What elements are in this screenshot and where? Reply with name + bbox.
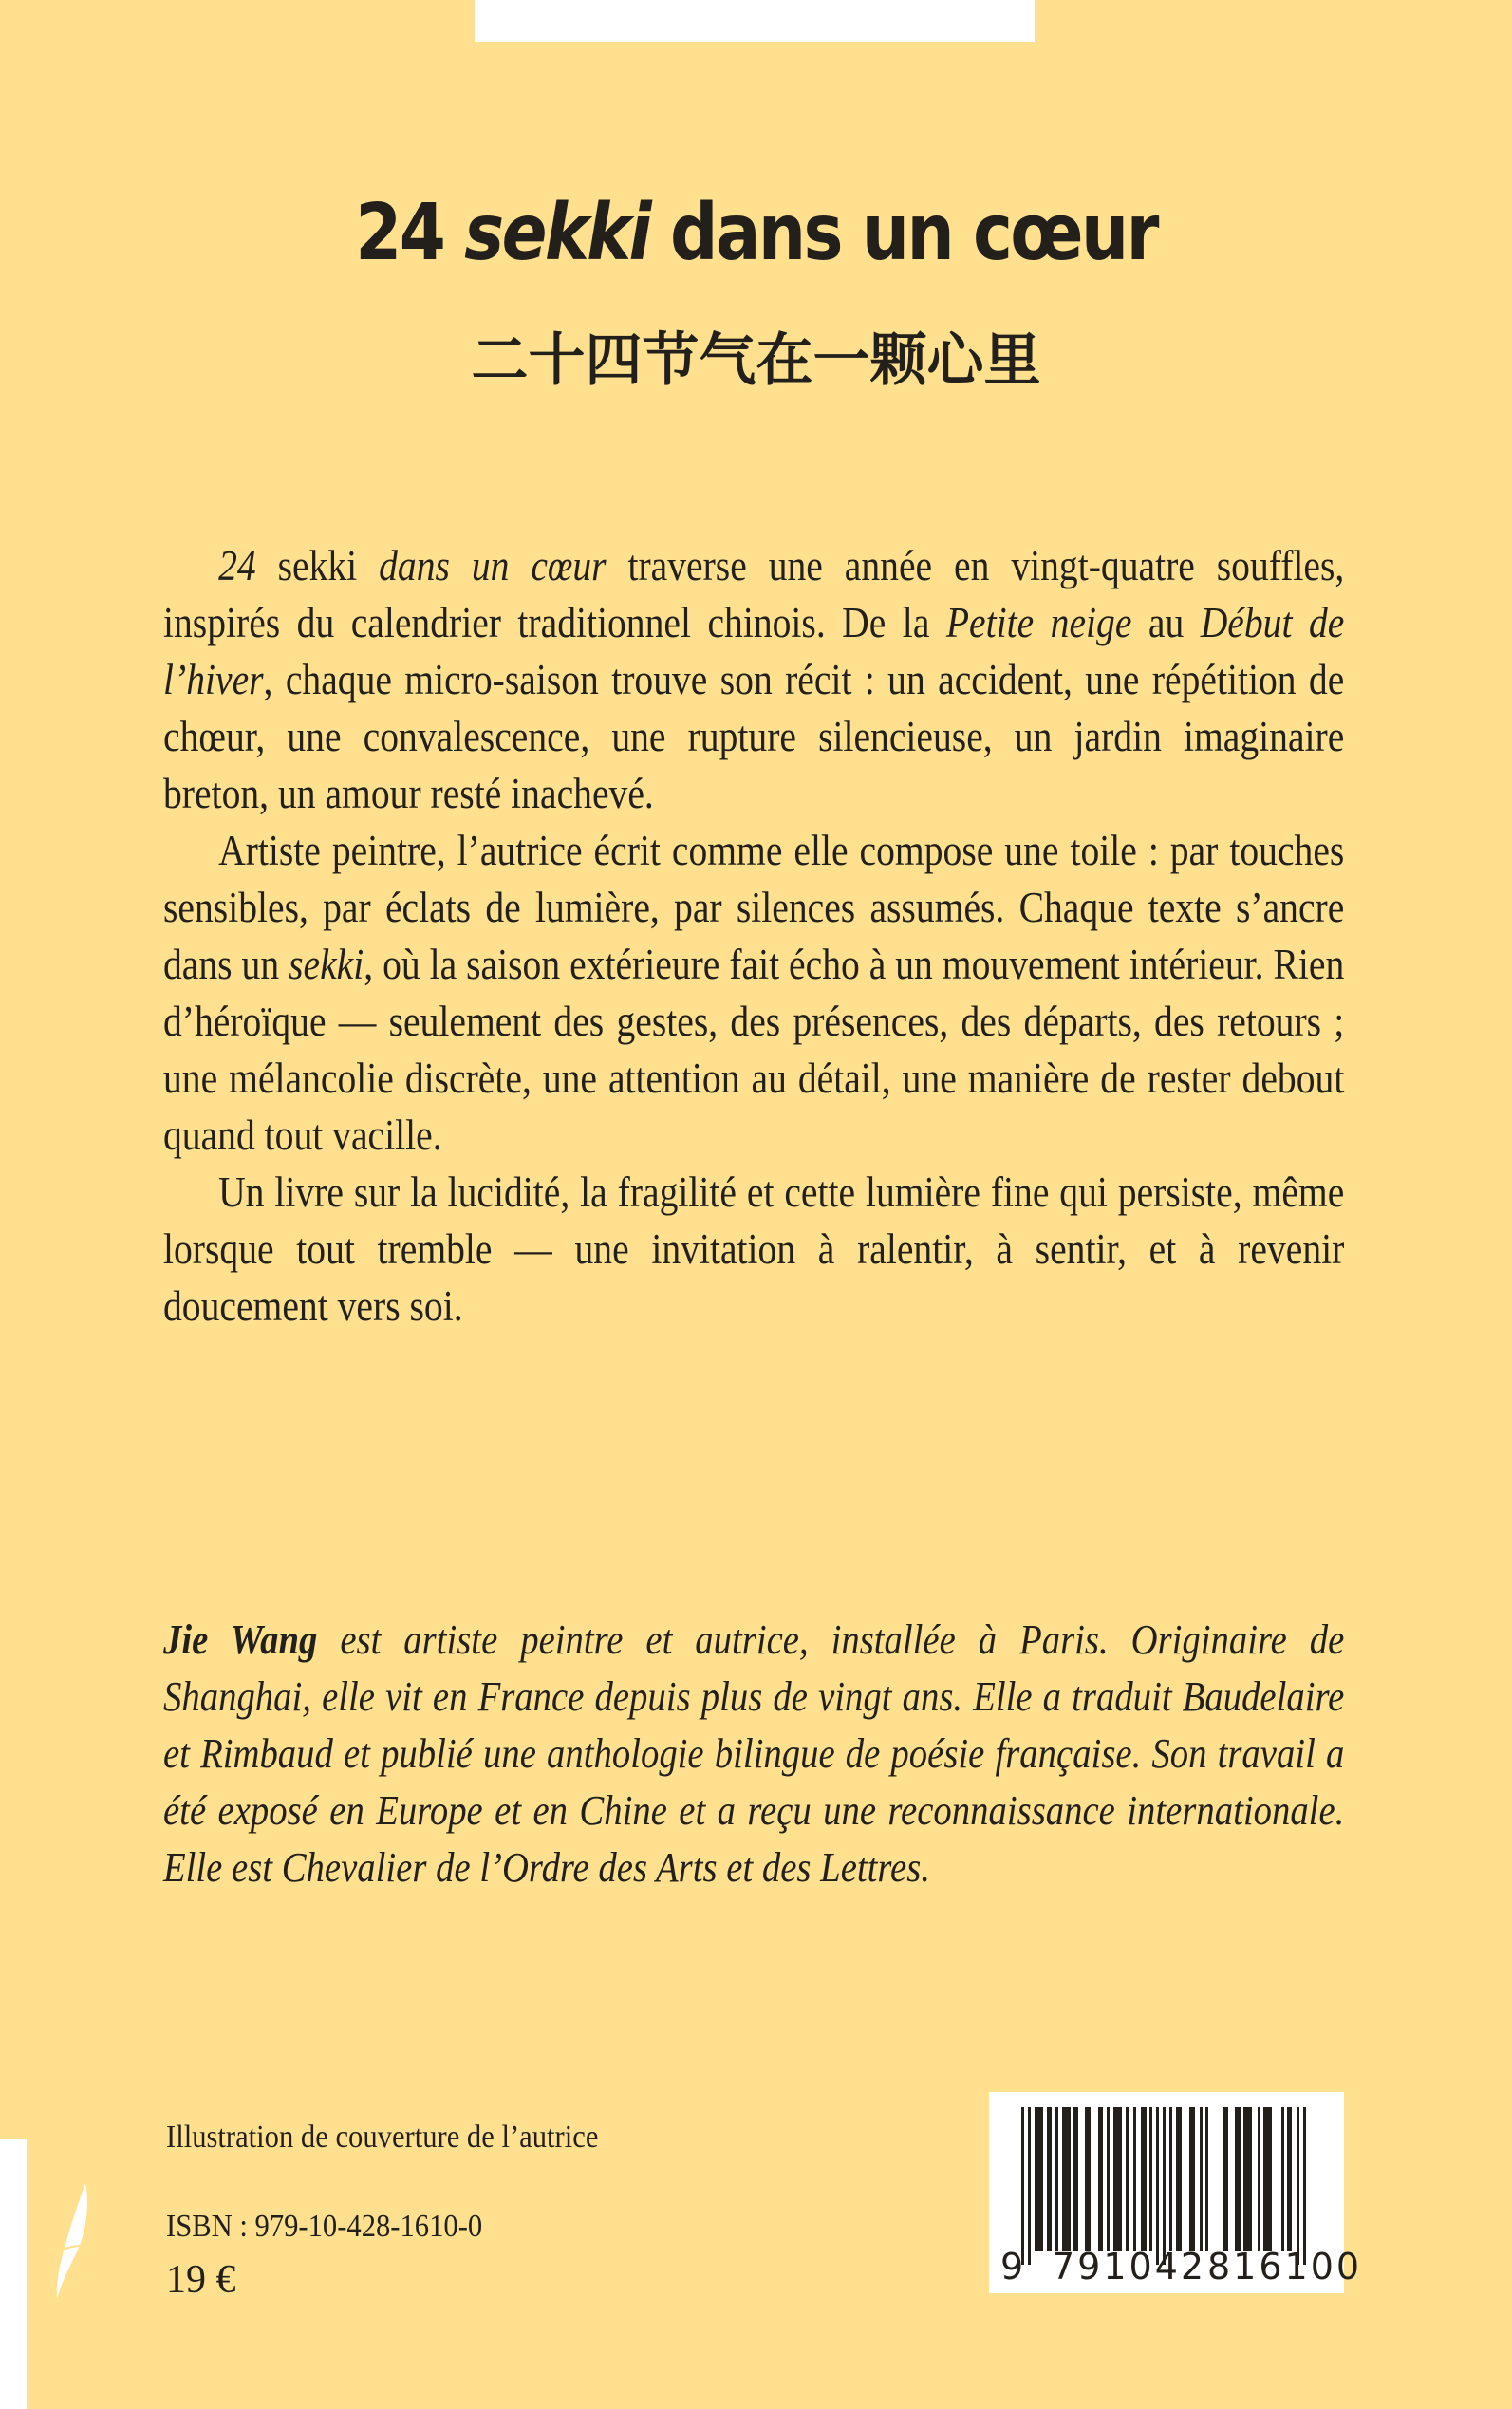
blurb-segment: Un livre sur la lucidité, la fragilité et cette lumière fine qui persiste, même lorsque tout tremble — une invitation à ralentir, à sentir, et à revenir doucement vers soi.	[163, 1168, 1345, 1330]
blurb-segment: Début de l’hiver	[163, 599, 1345, 703]
blurb-segment: Artiste peintre, l’autrice écrit comme elle compose une toile : par touches sensibles, par éclats de lumière, par silences assumés. Chaque texte s’ancre dans un	[163, 827, 1345, 988]
author-bio	[163, 1612, 1344, 1896]
barcode-digit-first: 9	[1000, 2246, 1024, 2288]
isbn-barcode	[989, 2092, 1363, 2293]
illustration-credit: Illustration de couverture de l’autrice	[166, 2120, 599, 2155]
blurb-paragraph-3	[163, 1164, 1344, 1335]
title-part-3: dans un cœur	[649, 188, 1157, 278]
chinese-subtitle: 二十四节气在一颗心里	[471, 327, 1041, 394]
left-white-strip	[0, 2139, 27, 2409]
top-white-tab	[475, 0, 1035, 42]
blurb-segment: 24	[218, 542, 256, 589]
blurb-segment: au	[1131, 599, 1201, 646]
blurb-paragraph-2	[163, 822, 1344, 1164]
title-part-2-italic: sekki	[464, 188, 650, 278]
blurb-segment: Petite neige	[945, 599, 1132, 646]
book-title	[106, 186, 1407, 281]
title-part-1: 24	[355, 188, 465, 278]
barcode-digits-left: 791042	[1052, 2246, 1207, 2288]
author-bio-paragraph	[163, 1612, 1344, 1896]
blurb-segment: sekki	[289, 941, 364, 988]
author-bio-text: est artiste peintre et autrice, installée à Paris. Originaire de Shanghai, elle vit en France depuis plus de vingt ans. Elle a traduit Baudelaire et Rimbaud et publié une anthologie bilingue de poésie française. Son travail a été exposé en Europe et en Chine et a reçu une reconnaissance internationale. Elle est Chevalier de l’Ordre des Arts et des Lettres.	[163, 1616, 1345, 1891]
blurb-segment: dans un cœur	[379, 542, 607, 589]
blurb-segment: traverse une année en vingt-quatre souffles, inspirés du calendrier traditionnel chinois. De la	[163, 542, 1345, 646]
price-text: 19 €	[166, 2258, 236, 2302]
author-name: Jie Wang	[163, 1616, 318, 1663]
feather-icon	[53, 2181, 91, 2301]
blurb-paragraph-1	[163, 537, 1344, 822]
blurb-segment: , chaque micro-saison trouve son récit : un accident, une répétition de chœur, une convalescence, une rupture silencieuse, un jardin imaginaire breton, un amour resté inachevé.	[163, 656, 1345, 817]
book-blurb	[163, 537, 1344, 1335]
isbn-text: ISBN : 979-10-428-1610-0	[166, 2209, 483, 2244]
blurb-segment: , où la saison extérieure fait écho à un mouvement intérieur. Rien d’héroïque — seulement des gestes, des présences, des départs, des retours ; une mélancolie discrète, une attention au détail, une manière de rester debout quand tout vacille.	[163, 941, 1345, 1159]
blurb-segment: sekki	[255, 542, 380, 589]
barcode-digits-right: 816100	[1207, 2246, 1363, 2288]
